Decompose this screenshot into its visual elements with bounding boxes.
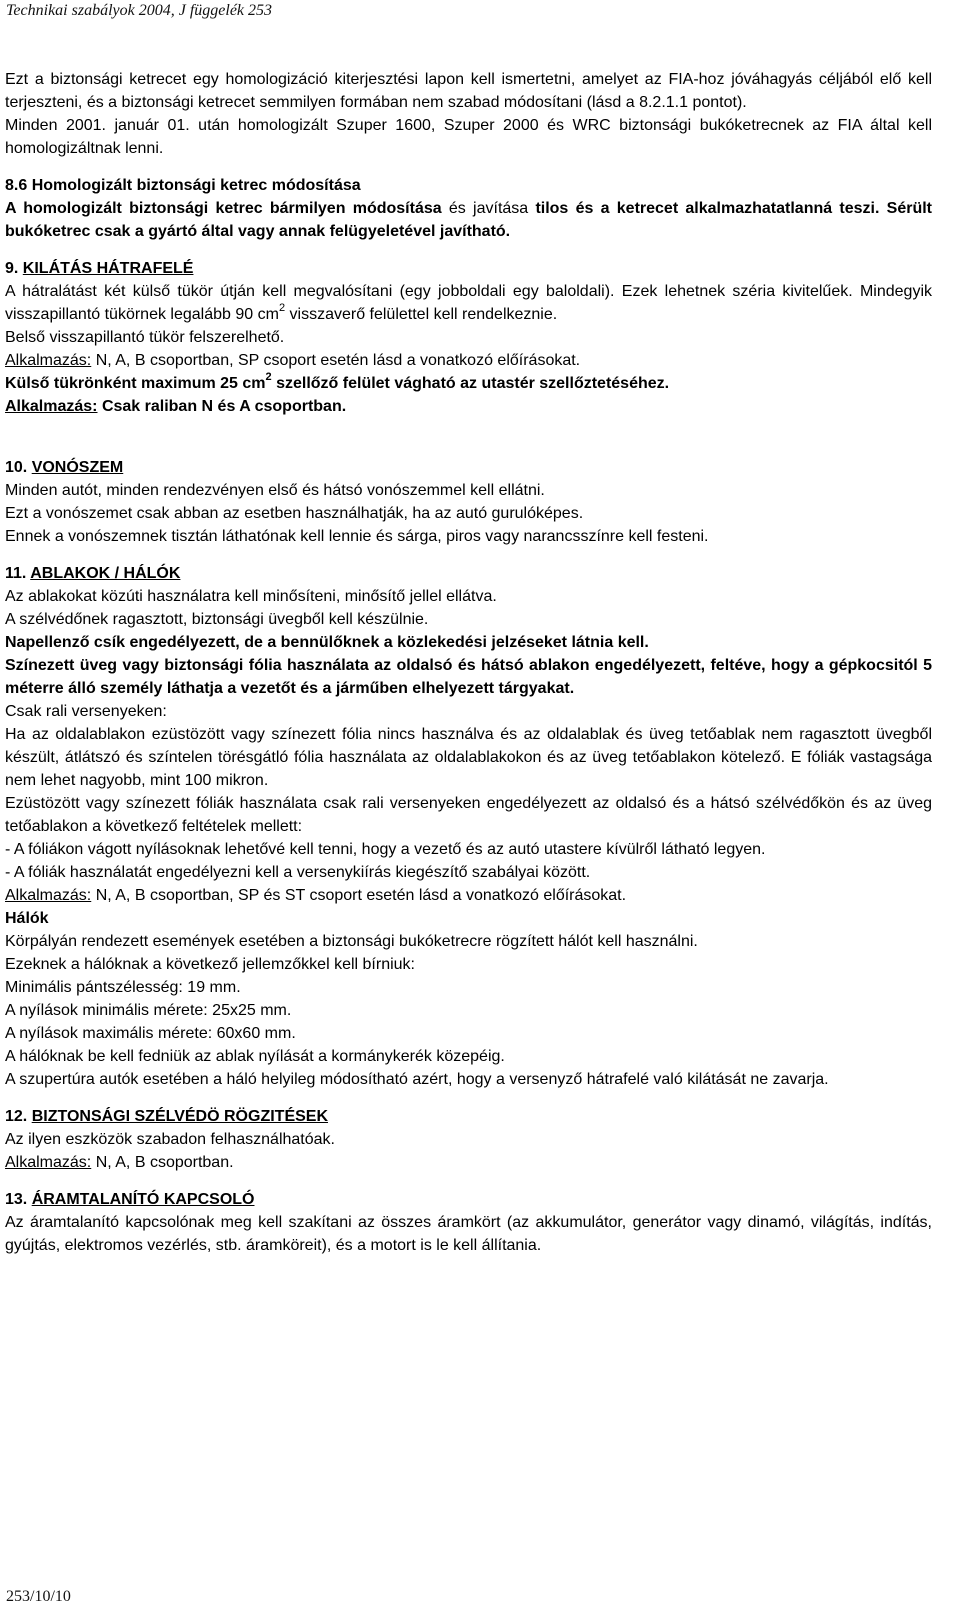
s86-bold-1: A homologizált biztonsági ketrec bármilyen módosítása: [5, 200, 442, 217]
section-10-line-2: Ezt a vonószemet csak abban az esetben használhatják, ha az autó gurulóképes.: [5, 505, 584, 522]
section-10-line-1: Minden autót, minden rendezvényen első és hátsó vonószemmel kell ellátni.: [5, 482, 545, 499]
section-13-paragraph: Az áramtalanító kapcsolónak meg kell szakítani az összes áramkört (az akkumulátor, generátor vagy dinamó, világítás, indítás, gyújtás, elektromos vezérlés, stb. áramköreit), és a motort is le kell állítania.: [5, 1214, 932, 1254]
section-11-title: ABLAKOK / HÁLÓK: [30, 565, 181, 582]
section-10-line-3: Ennek a vonószemnek tisztán láthatónak kell lennie és sárga, piros vagy narancsszínre kell festeni.: [5, 528, 709, 545]
nets-line-4: A nyílások minimális mérete: 25x25 mm.: [5, 1002, 292, 1019]
nets-line-6: A hálóknak be kell fedniük az ablak nyílását a kormánykerék közepéig.: [5, 1048, 505, 1065]
section-10-number: 10.: [5, 459, 32, 476]
section-12-heading: [5, 1105, 932, 1128]
section-13-heading: [5, 1188, 932, 1211]
section-13-number: 13.: [5, 1191, 32, 1208]
section-11-paragraph-2: Ezüstözött vagy színezett fóliák használata csak rali versenyeken engedélyezett az oldalsó és a hátsó szélvédőkön és az üveg tetőablakon a következő feltételek mellett:: [5, 795, 932, 835]
nets-line-5: A nyílások maximális mérete: 60x60 mm.: [5, 1025, 296, 1042]
section-11-nets-title: Hálók: [5, 910, 49, 927]
section-9-application: [5, 349, 932, 372]
application-text: Csak raliban N és A csoportban.: [97, 398, 347, 415]
section-11-line-1: Az ablakokat közúti használatra kell minősíteni, minősítő jellel ellátva.: [5, 588, 497, 605]
s9-bold-text-a: Külső tükrönként maximum 25 cm: [5, 375, 266, 392]
section-11-paragraph-3: - A fóliákon vágott nyílásoknak lehetővé kell tenni, hogy a vezető és az autó utastere kívülről látható legyen.: [5, 841, 766, 858]
section-11-rally-label: Csak rali versenyeken:: [5, 703, 167, 720]
section-11-line-2: A szélvédőnek ragasztott, biztonsági üvegből kell készülnie.: [5, 611, 429, 628]
application-label: Alkalmazás:: [5, 887, 92, 904]
nets-line-7: A szupertúra autók esetében a háló helyileg módosítható azért, hogy a versenyző hátrafelé való kilátását ne zavarja.: [5, 1071, 829, 1088]
s9-bold-text-b: szellőző felület vágható az utastér szellőztetéséhez.: [271, 375, 670, 392]
section-12-application: [5, 1151, 932, 1174]
section-9-title: KILÁTÁS HÁTRAFELÉ: [22, 260, 194, 277]
section-11-tinted-glass: Színezett üveg vagy biztonsági fólia használata az oldalsó és hátsó ablakon engedélyezett, feltéve, hogy a gépkocsitól 5 méterre álló személy láthatja a vezetőt és a járműben elhelyezett tárgyakat.: [5, 657, 932, 697]
application-label: Alkalmazás:: [5, 398, 98, 415]
section-12-number: 12.: [5, 1108, 32, 1125]
section-12-title: BIZTONSÁGI SZÉLVÉDÖ RÖGZITÉSEK: [31, 1108, 329, 1125]
application-text: N, A, B csoportban.: [91, 1154, 234, 1171]
application-text: N, A, B csoportban, SP és ST csoport esetén lásd a vonatkozó előírásokat.: [91, 887, 627, 904]
running-header: Technikai szabályok 2004, J függelék 253: [6, 2, 273, 19]
section-12-line-1: Az ilyen eszközök szabadon felhasználhatóak.: [5, 1131, 335, 1148]
section-9-application-2: [5, 395, 932, 418]
application-text: N, A, B csoportban, SP csoport esetén lásd a vonatkozó előírásokat.: [91, 352, 581, 369]
section-11-heading: [5, 562, 932, 585]
section-9-number: 9.: [5, 260, 23, 277]
section-11-application: [5, 884, 932, 907]
section-8-6-text: [5, 197, 932, 243]
section-9-interior-mirror: Belső visszapillantó tükör felszerelhető.: [5, 329, 285, 346]
section-9-vent-rule: [5, 372, 932, 395]
s86-normal: és javítása: [441, 200, 536, 217]
section-13-title: ÁRAMTALANÍTÓ KAPCSOLÓ: [31, 1191, 255, 1208]
section-9-heading: [5, 257, 932, 280]
intro-paragraph-1: Ezt a biztonsági ketrecet egy homologizáció kiterjesztési lapon kell ismertetni, amelyet az FIA-hoz jóváhagyás céljából elő kell terjeszteni, és a biztonsági ketrecet semmilyen formában nem szabad módosítani (lásd a 8.2.1.1 pontot).: [5, 71, 932, 111]
nets-line-2: Ezeknek a hálóknak a következő jellemzőkkel kell bírniuk:: [5, 956, 415, 973]
s9-text-b: visszaverő felülettel kell rendelkeznie.: [285, 306, 558, 323]
section-10-title: VONÓSZEM: [31, 459, 124, 476]
application-label: Alkalmazás:: [5, 352, 92, 369]
nets-line-1: Körpályán rendezett események esetében a biztonsági bukóketrecre rögzített hálót kell használni.: [5, 933, 698, 950]
nets-line-3: Minimális pántszélesség: 19 mm.: [5, 979, 241, 996]
section-10-heading: [5, 456, 932, 479]
application-label: Alkalmazás:: [5, 1154, 92, 1171]
s86-bold-2: tilos és a ketrecet alkalmazhatatlanná teszi. Sérült bukóketrec csak a gyártó által vagy annak felügyeletével javítható.: [5, 200, 932, 240]
section-8-6-title: 8.6 Homologizált biztonsági ketrec módosítása: [5, 177, 361, 194]
document-body: [5, 68, 932, 1257]
section-11-paragraph-1: Ha az oldalablakon ezüstözött vagy színezett fólia nincs használva és az oldalablak és üveg tetőablak nem ragasztott üvegből készült, átlátszó és színtelen törésgátló fólia használata az oldalablakokon és az üveg tetőablakon kötelező. E fóliák vastagsága nem lehet nagyobb, mint 100 mikron.: [5, 726, 932, 789]
intro-paragraph-2: Minden 2001. január 01. után homologizált Szuper 1600, Szuper 2000 és WRC biztonsági bukóketrecnek az FIA által kell homologizáltnak lenni.: [5, 117, 932, 157]
s9-superscript: 2: [278, 301, 286, 314]
section-11-paragraph-4: - A fóliák használatát engedélyezni kell a versenykiírás kiegészítő szabályai között.: [5, 864, 591, 881]
page-footer-number: 253/10/10: [6, 1588, 71, 1605]
s9-text-a: A hátralátást két külső tükör útján kell megvalósítani (egy jobboldali egy baloldali). Ezek lehetnek széria kivitelűek. Mindegyik visszapillantó tükörnek legalább 90 cm: [5, 283, 932, 323]
s9-bold-superscript: 2: [265, 370, 272, 383]
section-9-paragraph: [5, 280, 932, 326]
section-11-sunstrip: Napellenző csík engedélyezett, de a bennülőknek a közlekedési jelzéseket látnia kell.: [5, 634, 649, 651]
section-11-number: 11.: [5, 565, 31, 582]
